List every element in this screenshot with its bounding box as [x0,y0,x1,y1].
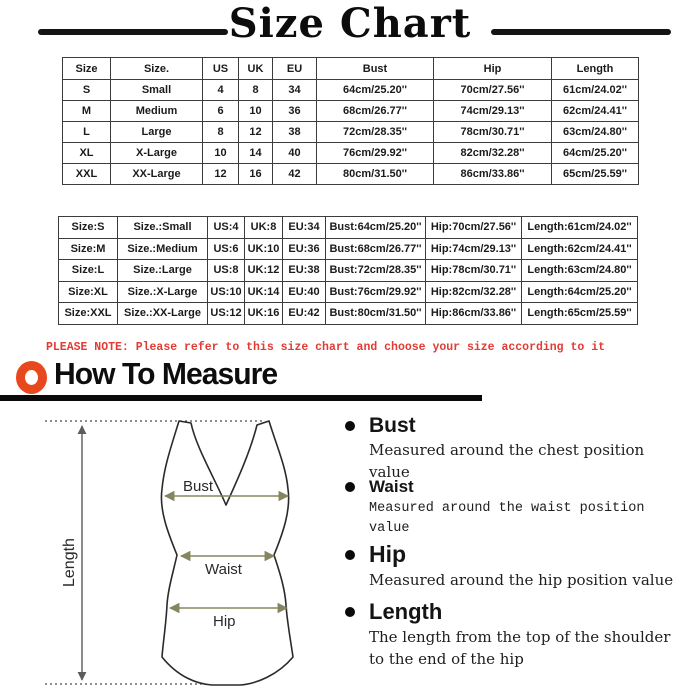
size-table-header-row [63,58,639,80]
table-cell: 36 [273,101,317,122]
table-cell: Hip:82cm/32.28'' [426,281,522,303]
measure-item-title: Length [369,599,443,624]
measure-item-desc: Measured around the waist position value [369,501,645,536]
table-cell: 70cm/27.56'' [434,80,552,101]
table-cell: 12 [239,122,273,143]
size-table [62,57,639,185]
table-cell: 34 [273,80,317,101]
table-row [63,80,639,101]
table-cell: EU:40 [283,281,326,303]
table-cell: Bust:68cm/26.77'' [326,238,426,260]
table-cell: 42 [273,164,317,185]
table-header-cell: Size. [111,58,203,80]
table-cell: Size:XXL [59,303,118,325]
table-cell: Bust:76cm/29.92'' [326,281,426,303]
table-row [59,303,638,325]
table-row [59,238,638,260]
table-cell: Hip:74cm/29.13'' [426,238,522,260]
table-cell: US:6 [208,238,245,260]
table-cell: XL [63,143,111,164]
table-cell: Length:61cm/24.02'' [522,217,638,239]
table-cell: UK:14 [245,281,283,303]
table-cell: 62cm/24.41'' [552,101,639,122]
length-label: Length [61,538,78,587]
table-cell: 76cm/29.92'' [317,143,434,164]
table-cell: Size.:XX-Large [118,303,208,325]
table-cell: 10 [239,101,273,122]
table-cell: Size.:Medium [118,238,208,260]
table-row [63,122,639,143]
measure-item-desc: The length from the top of the shoulder to the end of the hip [369,628,671,668]
table-cell: S [63,80,111,101]
table-cell: Size.:X-Large [118,281,208,303]
table-cell: 14 [239,143,273,164]
table-cell: 78cm/30.71'' [434,122,552,143]
table-cell: Length:64cm/25.20'' [522,281,638,303]
table-cell: Large [111,122,203,143]
table-cell: Size.:Large [118,260,208,282]
table-cell: Medium [111,101,203,122]
table-cell: 64cm/25.20'' [317,80,434,101]
measure-item-desc: Measured around the chest position value [369,441,645,481]
ring-bullet-icon [16,361,47,394]
table-header-cell: Hip [434,58,552,80]
table-cell: Hip:86cm/33.86'' [426,303,522,325]
measure-item-title: Hip [369,541,407,567]
how-to-measure-title: How To Measure [54,356,278,391]
table-header-cell: Length [552,58,639,80]
table-cell: 12 [203,164,239,185]
table-cell: Bust:72cm/28.35'' [326,260,426,282]
bullet-dot-icon [345,482,355,492]
table-row [59,281,638,303]
hip-label: Hip [213,613,236,630]
table-cell: EU:34 [283,217,326,239]
table-cell: 65cm/25.59'' [552,164,639,185]
table-cell: 80cm/31.50'' [317,164,434,185]
table-cell: EU:38 [283,260,326,282]
table-cell: US:8 [208,260,245,282]
measure-item-desc: Measured around the hip position value [369,571,674,589]
page-title: Size Chart [228,0,472,47]
table-cell: 16 [239,164,273,185]
table-cell: 74cm/29.13'' [434,101,552,122]
measure-item-bust [345,414,687,484]
heading-underline [0,395,482,401]
measure-item-waist [345,477,687,538]
table-cell: US:4 [208,217,245,239]
bullet-dot-icon [345,607,355,617]
table-cell: Length:63cm/24.80'' [522,260,638,282]
table-cell: UK:12 [245,260,283,282]
table-cell: Size:XL [59,281,118,303]
table-cell: 63cm/24.80'' [552,122,639,143]
table-cell: US:12 [208,303,245,325]
table-cell: 64cm/25.20'' [552,143,639,164]
table-cell: EU:42 [283,303,326,325]
table-cell: XX-Large [111,164,203,185]
table-cell: 8 [203,122,239,143]
table-cell: Bust:80cm/31.50'' [326,303,426,325]
table-cell: 10 [203,143,239,164]
please-note-text: PLEASE NOTE: Please refer to this size chart and choose your size according to it [46,341,605,354]
table-cell: US:10 [208,281,245,303]
bullet-dot-icon [345,550,355,560]
size-table-compact [58,216,638,325]
table-cell: X-Large [111,143,203,164]
table-cell: UK:10 [245,238,283,260]
table-header-cell: UK [239,58,273,80]
table-cell: 8 [239,80,273,101]
table-row [63,101,639,122]
table-cell: Hip:78cm/30.71'' [426,260,522,282]
swimsuit-outline [161,421,293,685]
table-cell: 61cm/24.02'' [552,80,639,101]
waist-label: Waist [205,561,242,578]
table-cell: Length:65cm/25.59'' [522,303,638,325]
table-row [63,164,639,185]
table-cell: 72cm/28.35'' [317,122,434,143]
table-cell: UK:8 [245,217,283,239]
table-cell: 82cm/32.28'' [434,143,552,164]
table-cell: 6 [203,101,239,122]
table-cell: Size:M [59,238,118,260]
table-cell: M [63,101,111,122]
table-header-cell: Bust [317,58,434,80]
bullet-dot-icon [345,421,355,431]
table-header-cell: Size [63,58,111,80]
table-header-cell: US [203,58,239,80]
table-cell: Size.:Small [118,217,208,239]
measure-item-title: Waist [369,477,414,496]
table-cell: XXL [63,164,111,185]
measure-item-title: Bust [369,414,416,437]
table-cell: Length:62cm/24.41'' [522,238,638,260]
table-cell: UK:16 [245,303,283,325]
measure-item-hip [345,541,687,592]
table-cell: 86cm/33.86'' [434,164,552,185]
table-cell: Small [111,80,203,101]
table-cell: L [63,122,111,143]
table-row [59,217,638,239]
table-cell: 4 [203,80,239,101]
table-cell: Size:L [59,260,118,282]
table-cell: Hip:70cm/27.56'' [426,217,522,239]
measurement-diagram [40,405,310,700]
measure-item-length [345,599,687,671]
table-row [63,143,639,164]
table-cell: Size:S [59,217,118,239]
table-cell: 38 [273,122,317,143]
bust-label: Bust [183,478,214,495]
table-cell: 40 [273,143,317,164]
table-cell: 68cm/26.77'' [317,101,434,122]
table-row [59,260,638,282]
title-divider-right [491,29,671,35]
table-header-cell: EU [273,58,317,80]
table-cell: EU:36 [283,238,326,260]
table-cell: Bust:64cm/25.20'' [326,217,426,239]
